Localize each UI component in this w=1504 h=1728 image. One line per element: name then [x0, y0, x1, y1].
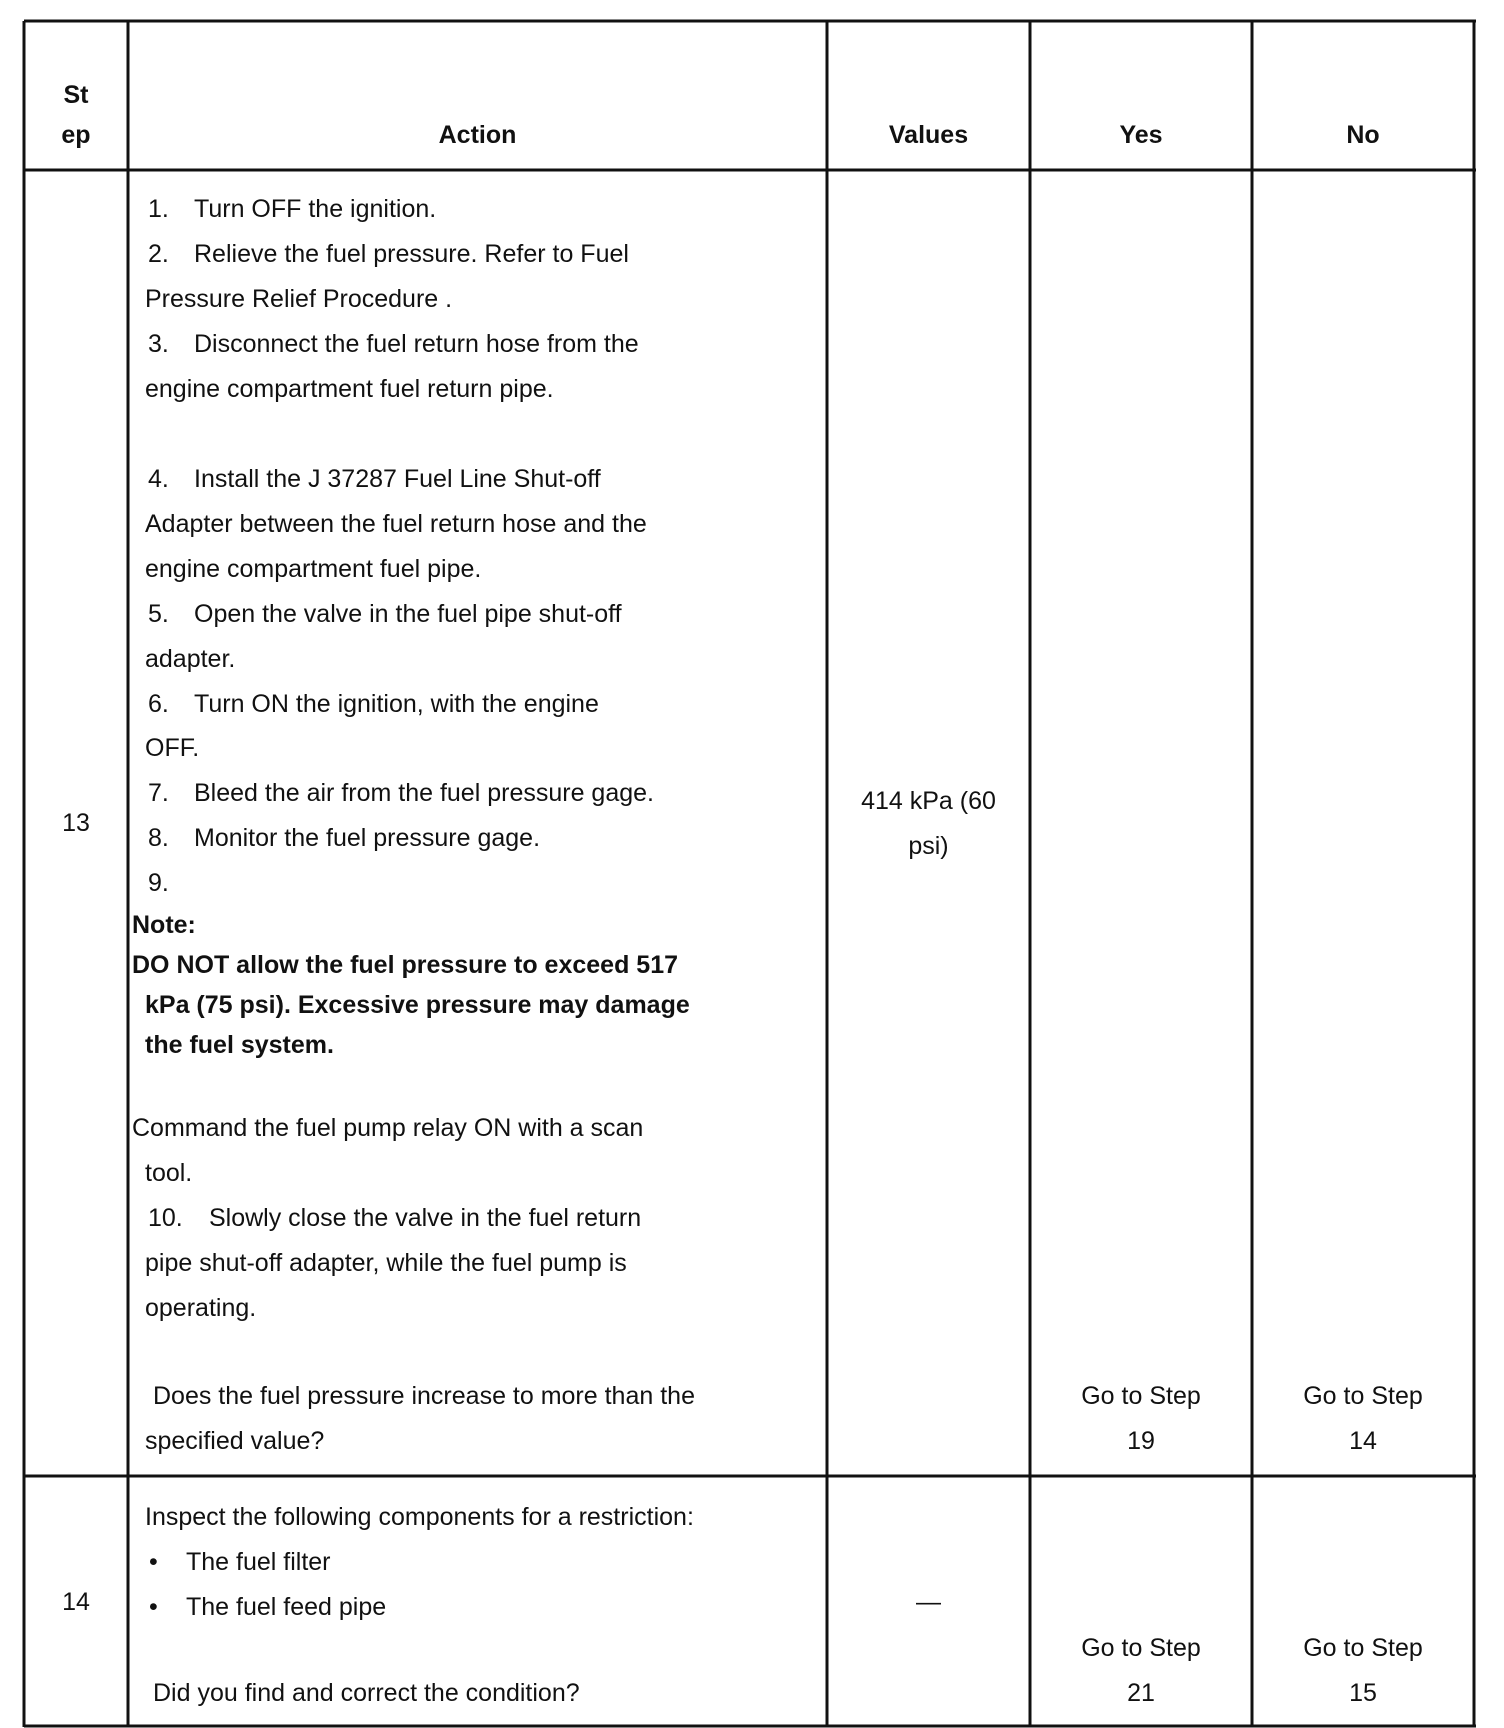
- list-item-text: Slowly close the valve in the fuel return: [209, 1204, 642, 1232]
- question-text: Did you find and correct the condition?: [153, 1679, 580, 1707]
- list-item-number: 2.: [148, 240, 169, 268]
- header-action: Action: [438, 121, 517, 149]
- list-item-text: Install the J 37287 Fuel Line Shut-off: [194, 465, 601, 493]
- question-text: Does the fuel pressure increase to more than the: [153, 1382, 695, 1410]
- list-item-text: Monitor the fuel pressure gage.: [194, 824, 541, 852]
- list-item-text: engine compartment fuel pipe.: [145, 555, 482, 583]
- list-item-number: 1.: [148, 195, 169, 223]
- row-13-values: psi): [908, 832, 949, 860]
- list-item-text: Open the valve in the fuel pipe shut-off: [194, 600, 622, 628]
- row-14-no-step: 15: [1349, 1679, 1377, 1707]
- list-item-text: Command the fuel pump relay ON with a scan: [132, 1114, 644, 1142]
- list-item-text: Adapter between the fuel return hose and the: [145, 510, 647, 538]
- row-14-values: —: [916, 1588, 941, 1616]
- list-item-number: 5.: [148, 600, 169, 628]
- header-step-line2: ep: [61, 121, 91, 149]
- list-item-number: 7.: [148, 779, 169, 807]
- list-item-text: The fuel filter: [186, 1548, 331, 1576]
- list-item-text: The fuel feed pipe: [186, 1593, 387, 1621]
- row-13-no: Go to Step: [1303, 1382, 1423, 1410]
- header-no: No: [1346, 121, 1380, 149]
- row-13-step: 13: [62, 809, 90, 837]
- header-step-line1: St: [63, 81, 89, 109]
- list-item-text: OFF.: [145, 734, 200, 762]
- note-text: DO NOT allow the fuel pressure to exceed 517: [132, 951, 679, 979]
- row-14-step: 14: [62, 1588, 90, 1616]
- question-text: specified value?: [145, 1427, 325, 1455]
- row-14-yes: Go to Step: [1081, 1634, 1201, 1662]
- list-item-number: 9.: [148, 869, 169, 897]
- list-item-text: pipe shut-off adapter, while the fuel pump is: [145, 1249, 627, 1277]
- list-item-text: engine compartment fuel return pipe.: [145, 375, 554, 403]
- list-item-text: Bleed the air from the fuel pressure gage.: [194, 779, 654, 807]
- list-item-text: tool.: [145, 1159, 193, 1187]
- list-item-text: Turn ON the ignition, with the engine: [194, 690, 599, 718]
- list-item-text: Disconnect the fuel return hose from the: [194, 330, 639, 358]
- header-values: Values: [888, 121, 969, 149]
- list-item-number: 6.: [148, 690, 169, 718]
- note-text: the fuel system.: [145, 1031, 334, 1059]
- row-13-yes-step: 19: [1127, 1427, 1155, 1455]
- list-item-text: adapter.: [145, 645, 236, 673]
- bullet-icon: •: [149, 1548, 158, 1576]
- note-label: Note:: [132, 911, 196, 939]
- bullet-icon: •: [149, 1593, 158, 1621]
- list-item-text: operating.: [145, 1294, 257, 1322]
- list-item-number: 3.: [148, 330, 169, 358]
- list-item-text: Pressure Relief Procedure .: [145, 285, 453, 313]
- list-item-text: Turn OFF the ignition.: [194, 195, 437, 223]
- row-13-no-step: 14: [1349, 1427, 1377, 1455]
- list-item-text: Relieve the fuel pressure. Refer to Fuel: [194, 240, 629, 268]
- note-text: kPa (75 psi). Excessive pressure may damage: [145, 991, 690, 1019]
- list-item-number: 10.: [148, 1204, 183, 1232]
- row-13-yes: Go to Step: [1081, 1382, 1201, 1410]
- list-item-number: 8.: [148, 824, 169, 852]
- row-13-values: 414 kPa (60: [861, 787, 996, 815]
- row-14-yes-step: 21: [1127, 1679, 1155, 1707]
- list-item-number: 4.: [148, 465, 169, 493]
- header-yes: Yes: [1119, 121, 1163, 149]
- row-14-no: Go to Step: [1303, 1634, 1423, 1662]
- list-item-text: Inspect the following components for a restriction:: [145, 1503, 694, 1531]
